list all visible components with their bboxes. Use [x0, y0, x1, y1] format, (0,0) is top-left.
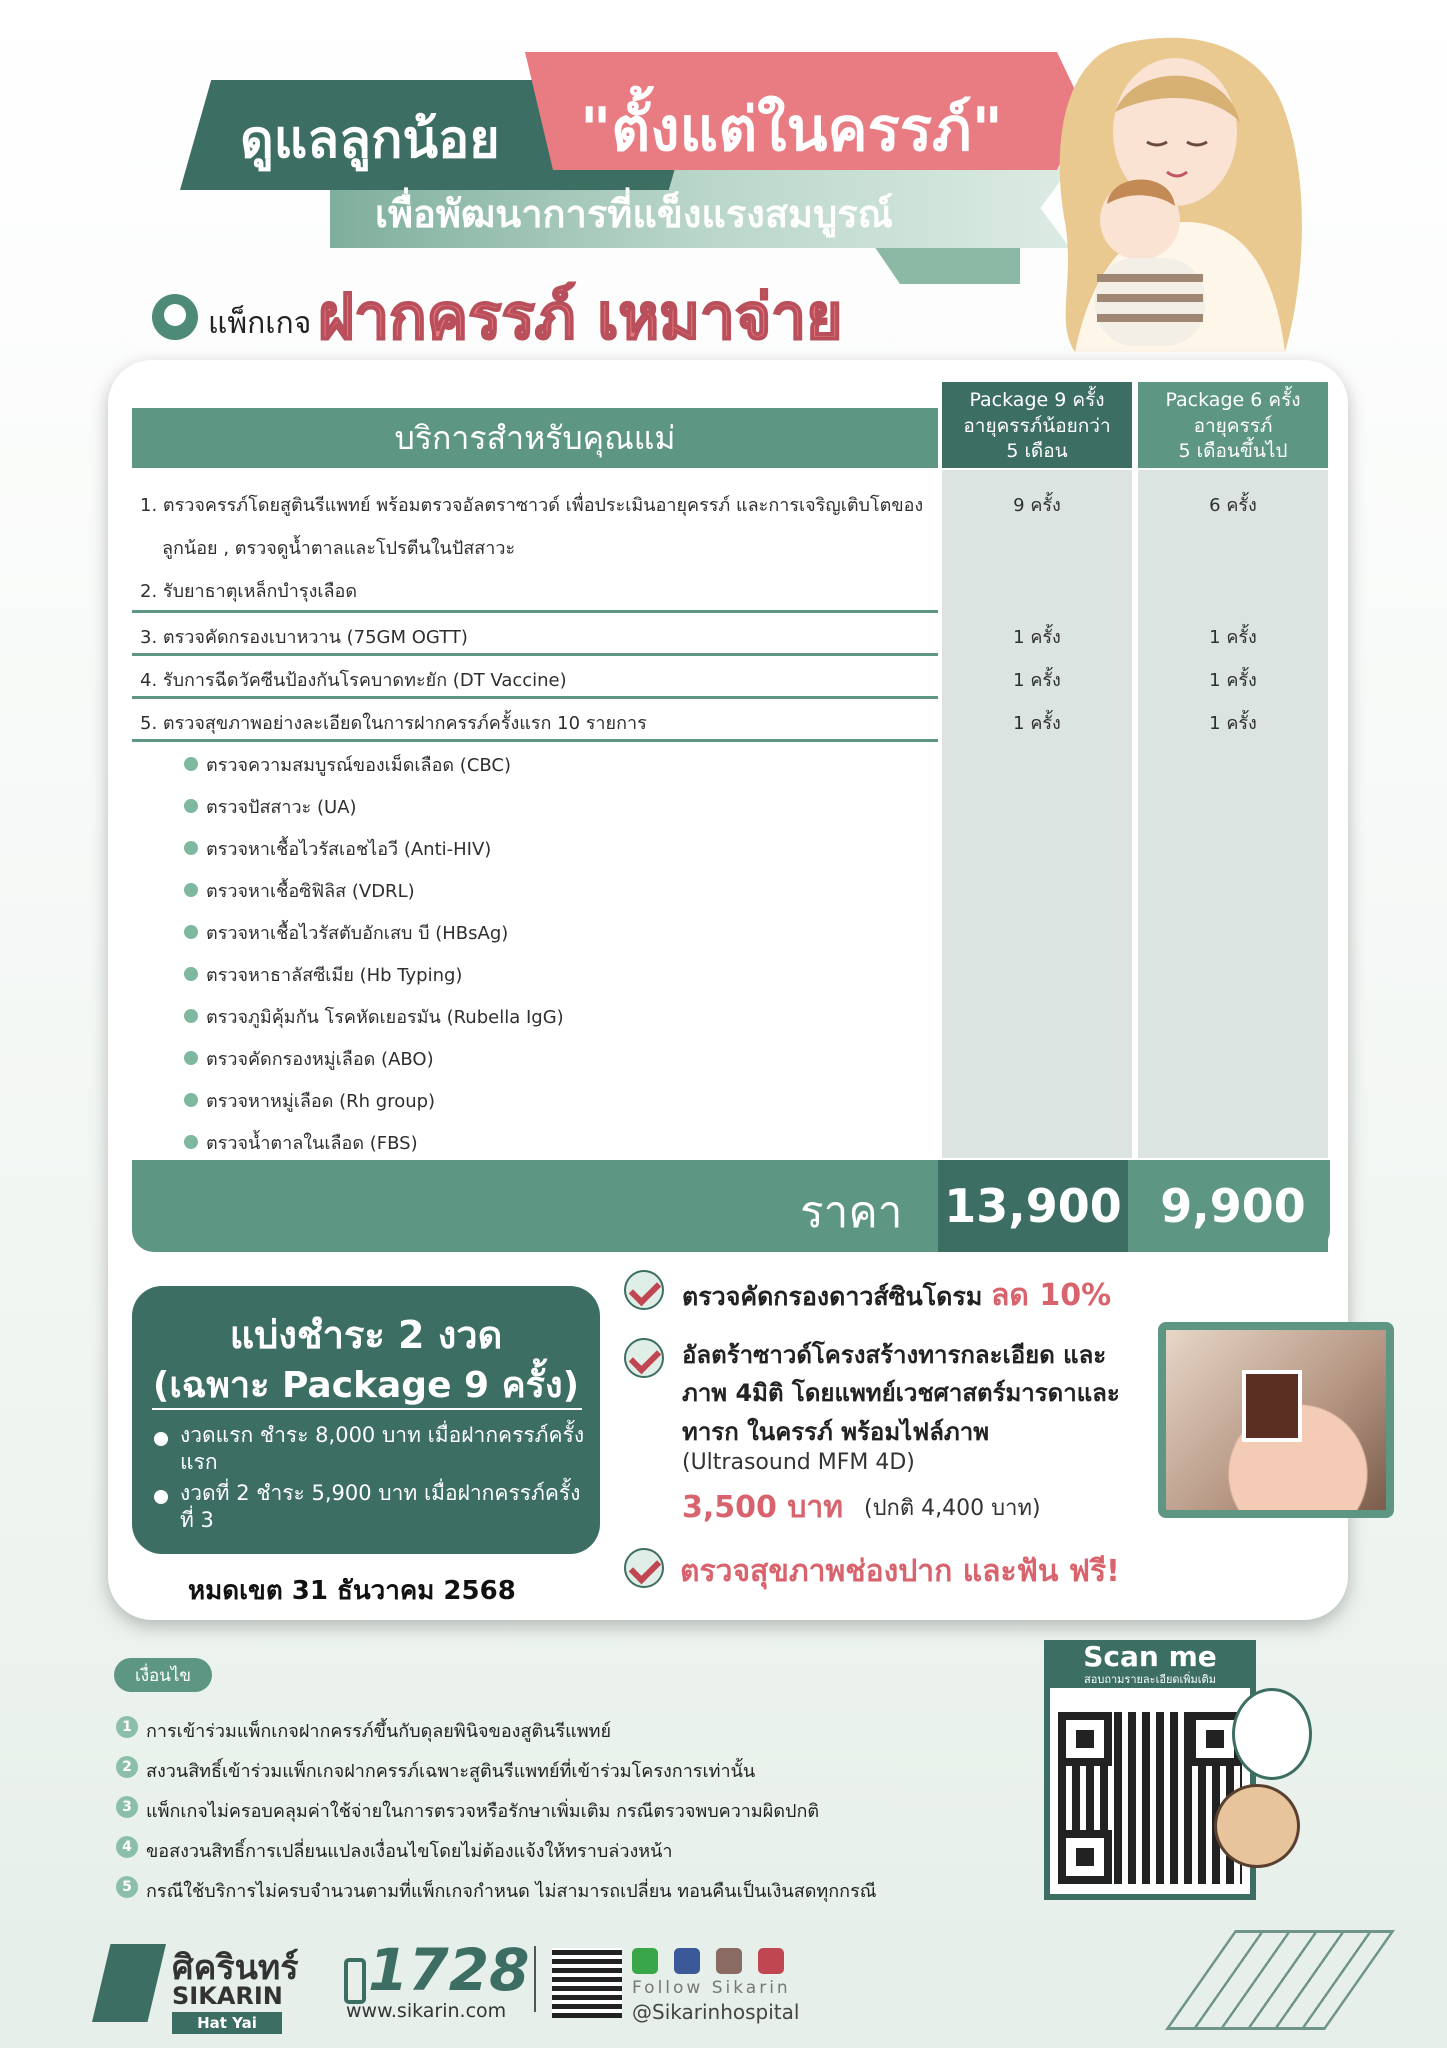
installment-box [132, 1286, 600, 1554]
sub-item: ตรวจภูมิคุ้มกัน โรคหัดเยอรมัน (Rubella IgG) [206, 1007, 564, 1028]
instagram-icon[interactable] [716, 1948, 742, 1974]
mother-and-baby-illustration [1035, 22, 1315, 357]
service-row-text: 5. ตรวจสุขภาพอย่างละเอียดในการฝากครรภ์ครั้งแรก 10 รายการ [140, 713, 647, 734]
qr-finder [1058, 1830, 1112, 1884]
qr-finder [1058, 1712, 1112, 1766]
column-header-line: อายุครรภ์น้อยกว่า [963, 414, 1111, 437]
sub-item: ตรวจหาธาลัสซีเมีย (Hb Typing) [206, 965, 463, 986]
count-cell: 6 ครั้ง [1209, 495, 1257, 516]
condition-number: 2 [116, 1756, 138, 1778]
sub-item: ตรวจหาเชื้อไวรัสเอชไอวี (Anti-HIV) [206, 839, 492, 860]
bullet-dot [184, 1135, 198, 1149]
sub-item: ตรวจหาเชื้อซิฟิลิส (VDRL) [206, 881, 415, 902]
installment-item: งวดที่ 2 ชำระ 5,900 บาท เมื่อฝากครรภ์ครั้งที่ 3 [180, 1481, 581, 1533]
promo-discount: ลด 10% [991, 1278, 1112, 1313]
row-divider [132, 610, 938, 613]
promo-normal-price: (ปกติ 4,400 บาท) [864, 1496, 1041, 1521]
sub-item: ตรวจปัสสาวะ (UA) [206, 797, 357, 818]
column-header-line: 5 เดือน [1006, 440, 1068, 463]
bullet-dot [184, 967, 198, 981]
column-header-line: อายุครรภ์ [1193, 414, 1273, 437]
installment-divider [152, 1408, 582, 1410]
package-label: แพ็กเกจ [208, 306, 312, 341]
phone-icon [344, 1958, 366, 2004]
package-icon [152, 294, 198, 340]
promo-price: 3,500 บาท [682, 1490, 844, 1525]
bullet-dot [184, 925, 198, 939]
row-divider [132, 653, 938, 656]
service-row-text: 3. ตรวจคัดกรองเบาหวาน (75GM OGTT) [140, 627, 468, 648]
line-icon[interactable] [632, 1948, 658, 1974]
bullet-dot [184, 1051, 198, 1065]
promo-line: ทารก ในครรภ์ พร้อมไฟล์ภาพ [682, 1417, 990, 1446]
sub-item: ตรวจน้ำตาลในเลือด (FBS) [206, 1133, 418, 1154]
footer-qr-code[interactable] [552, 1948, 622, 2018]
mascot-dog-illustration [1232, 1688, 1312, 1780]
bullet-dot [184, 883, 198, 897]
column-header-package-6 [1138, 382, 1328, 468]
bullet-dot [184, 1009, 198, 1023]
social-handle[interactable]: @Sikarinhospital [632, 2000, 800, 2024]
installment-title: แบ่งชำระ 2 งวด [229, 1313, 503, 1357]
count-cell: 1 ครั้ง [1209, 670, 1257, 691]
promo-dental: ตรวจสุขภาพช่องปาก และฟัน ฟรี! [680, 1554, 1120, 1589]
service-row-text: 1. ตรวจครรภ์โดยสูตินรีแพทย์ พร้อมตรวจอัลตราซาวด์ เพื่อประเมินอายุครรภ์ และการเจริญเติบโตของ [140, 495, 924, 516]
condition-item: ขอสงวนสิทธิ์การเปลี่ยนแปลงเงื่อนไขโดยไม่ต้องแจ้งให้ทราบล่วงหน้า [146, 1841, 673, 1862]
promo-english: (Ultrasound MFM 4D) [682, 1450, 915, 1475]
expiry-date: หมดเขต 31 ธันวาคม 2568 [188, 1576, 516, 1606]
condition-item: แพ็กเกจไม่ครอบคลุมค่าใช้จ่ายในการตรวจหรือรักษาเพิ่มเติม กรณีตรวจพบความผิดปกติ [146, 1801, 820, 1822]
condition-number: 5 [116, 1876, 138, 1898]
column-header-line: Package 9 ครั้ง [969, 389, 1105, 411]
count-cell: 1 ครั้ง [1209, 627, 1257, 648]
website-link[interactable]: www.sikarin.com [346, 2000, 507, 2022]
promo-text: ตรวจคัดกรองดาวส์ซินโดรม [682, 1282, 983, 1311]
branch-badge: Hat Yai [172, 2012, 282, 2034]
service-row-text: 4. รับการฉีดวัคซีนป้องกันโรคบาดทะยัก (DT Vaccine) [140, 670, 567, 691]
column-background [1138, 470, 1328, 1158]
condition-item: การเข้าร่วมแพ็กเกจฝากครรภ์ขึ้นกับดุลยพินิจของสูตินรีแพทย์ [146, 1721, 611, 1742]
bullet-dot [184, 799, 198, 813]
installment-item: งวดแรก ชำระ 8,000 บาท เมื่อฝากครรภ์ครั้งแรก [180, 1423, 585, 1475]
count-cell: 1 ครั้ง [1013, 670, 1061, 691]
facebook-icon[interactable] [674, 1948, 700, 1974]
bullet-dot [154, 1490, 168, 1504]
count-cell: 9 ครั้ง [1013, 495, 1061, 516]
sub-item: ตรวจหาเชื้อไวรัสตับอักเสบ บี (HBsAg) [206, 923, 509, 944]
check-icon [624, 1338, 664, 1378]
column-header-line: 5 เดือนขึ้นไป [1178, 440, 1288, 463]
price-label: ราคา [800, 1187, 903, 1238]
check-icon [624, 1270, 664, 1310]
promo-line: ภาพ 4มิติ โดยแพทย์เวชศาสตร์มารดาและ [682, 1379, 1120, 1408]
condition-number: 1 [116, 1716, 138, 1738]
row-divider [132, 739, 938, 742]
promo-ultrasound [682, 1336, 1120, 1451]
conditions-label: เงื่อนไข [114, 1658, 212, 1692]
bullet-dot [184, 841, 198, 855]
service-row-text: ลูกน้อย , ตรวจดูน้ำตาลและโปรตีนในปัสสาวะ [162, 538, 516, 559]
check-icon [624, 1548, 664, 1588]
condition-number: 3 [116, 1796, 138, 1818]
bullet-dot [184, 757, 198, 771]
package-title: ฝากครรภ์ เหมาจ่าย [318, 280, 843, 353]
qr-header [1044, 1640, 1256, 1688]
hotline-number[interactable]: 1728 [368, 1936, 530, 2004]
pregnancy-ultrasound-photo [1158, 1322, 1394, 1518]
column-background [942, 470, 1132, 1158]
logo-thai-name: ศิครินทร์ [172, 1948, 299, 1988]
sub-item: ตรวจคัดกรองหมู่เลือด (ABO) [206, 1049, 434, 1070]
price-package-6: 9,900 [1138, 1160, 1328, 1252]
qr-title: Scan me [1083, 1640, 1217, 1673]
headline-subtitle: เพื่อพัฒนาการที่แข็งแรงสมบูรณ์ [375, 192, 893, 236]
condition-item: สงวนสิทธิ์เข้าร่วมแพ็กเกจฝากครรภ์เฉพาะสูตินรีแพทย์ที่เข้าร่วมโครงการเท่านั้น [146, 1761, 756, 1782]
promo-down-syndrome [682, 1272, 1111, 1319]
qr-code[interactable] [1058, 1712, 1242, 1884]
youtube-icon[interactable] [758, 1948, 784, 1974]
bullet-dot [184, 1093, 198, 1107]
count-cell: 1 ครั้ง [1013, 627, 1061, 648]
column-header-package-9 [942, 382, 1132, 468]
bullet-dot [154, 1432, 168, 1446]
count-cell: 1 ครั้ง [1013, 713, 1061, 734]
count-cell: 1 ครั้ง [1209, 713, 1257, 734]
headline-part2: "ตั้งแต่ในครรภ์" [580, 95, 1003, 165]
promo-line: อัลตร้าซาวด์โครงสร้างทารกละเอียด และ [682, 1341, 1107, 1369]
price-package-9: 13,900 [938, 1160, 1128, 1252]
sub-item: ตรวจหาหมู่เลือด (Rh group) [206, 1091, 436, 1112]
qr-subtitle: สอบถามรายละเอียดเพิ่มเติม [1084, 1673, 1216, 1686]
follow-text: Follow Sikarin [632, 1978, 791, 1998]
condition-number: 4 [116, 1836, 138, 1858]
service-row-text: 2. รับยาธาตุเหล็กบำรุงเลือด [140, 581, 358, 602]
services-header: บริการสำหรับคุณแม่ [132, 408, 938, 468]
headline-part1: ดูแลลูกน้อย [240, 110, 500, 170]
sub-item: ตรวจความสมบูรณ์ของเม็ดเลือด (CBC) [206, 755, 512, 776]
condition-item: กรณีใช้บริการไม่ครบจำนวนตามที่แพ็กเกจกำหนด ไม่สามารถเปลี่ยน ทอนคืนเป็นเงินสดทุกกรณี [146, 1881, 877, 1902]
mascot-bear-illustration [1214, 1784, 1300, 1868]
row-divider [132, 696, 938, 699]
logo-english-name: SIKARIN [172, 1982, 283, 2010]
installment-subtitle: (เฉพาะ Package 9 ครั้ง) [152, 1365, 580, 1406]
column-header-line: Package 6 ครั้ง [1165, 389, 1301, 411]
footer-divider [534, 1946, 536, 2012]
